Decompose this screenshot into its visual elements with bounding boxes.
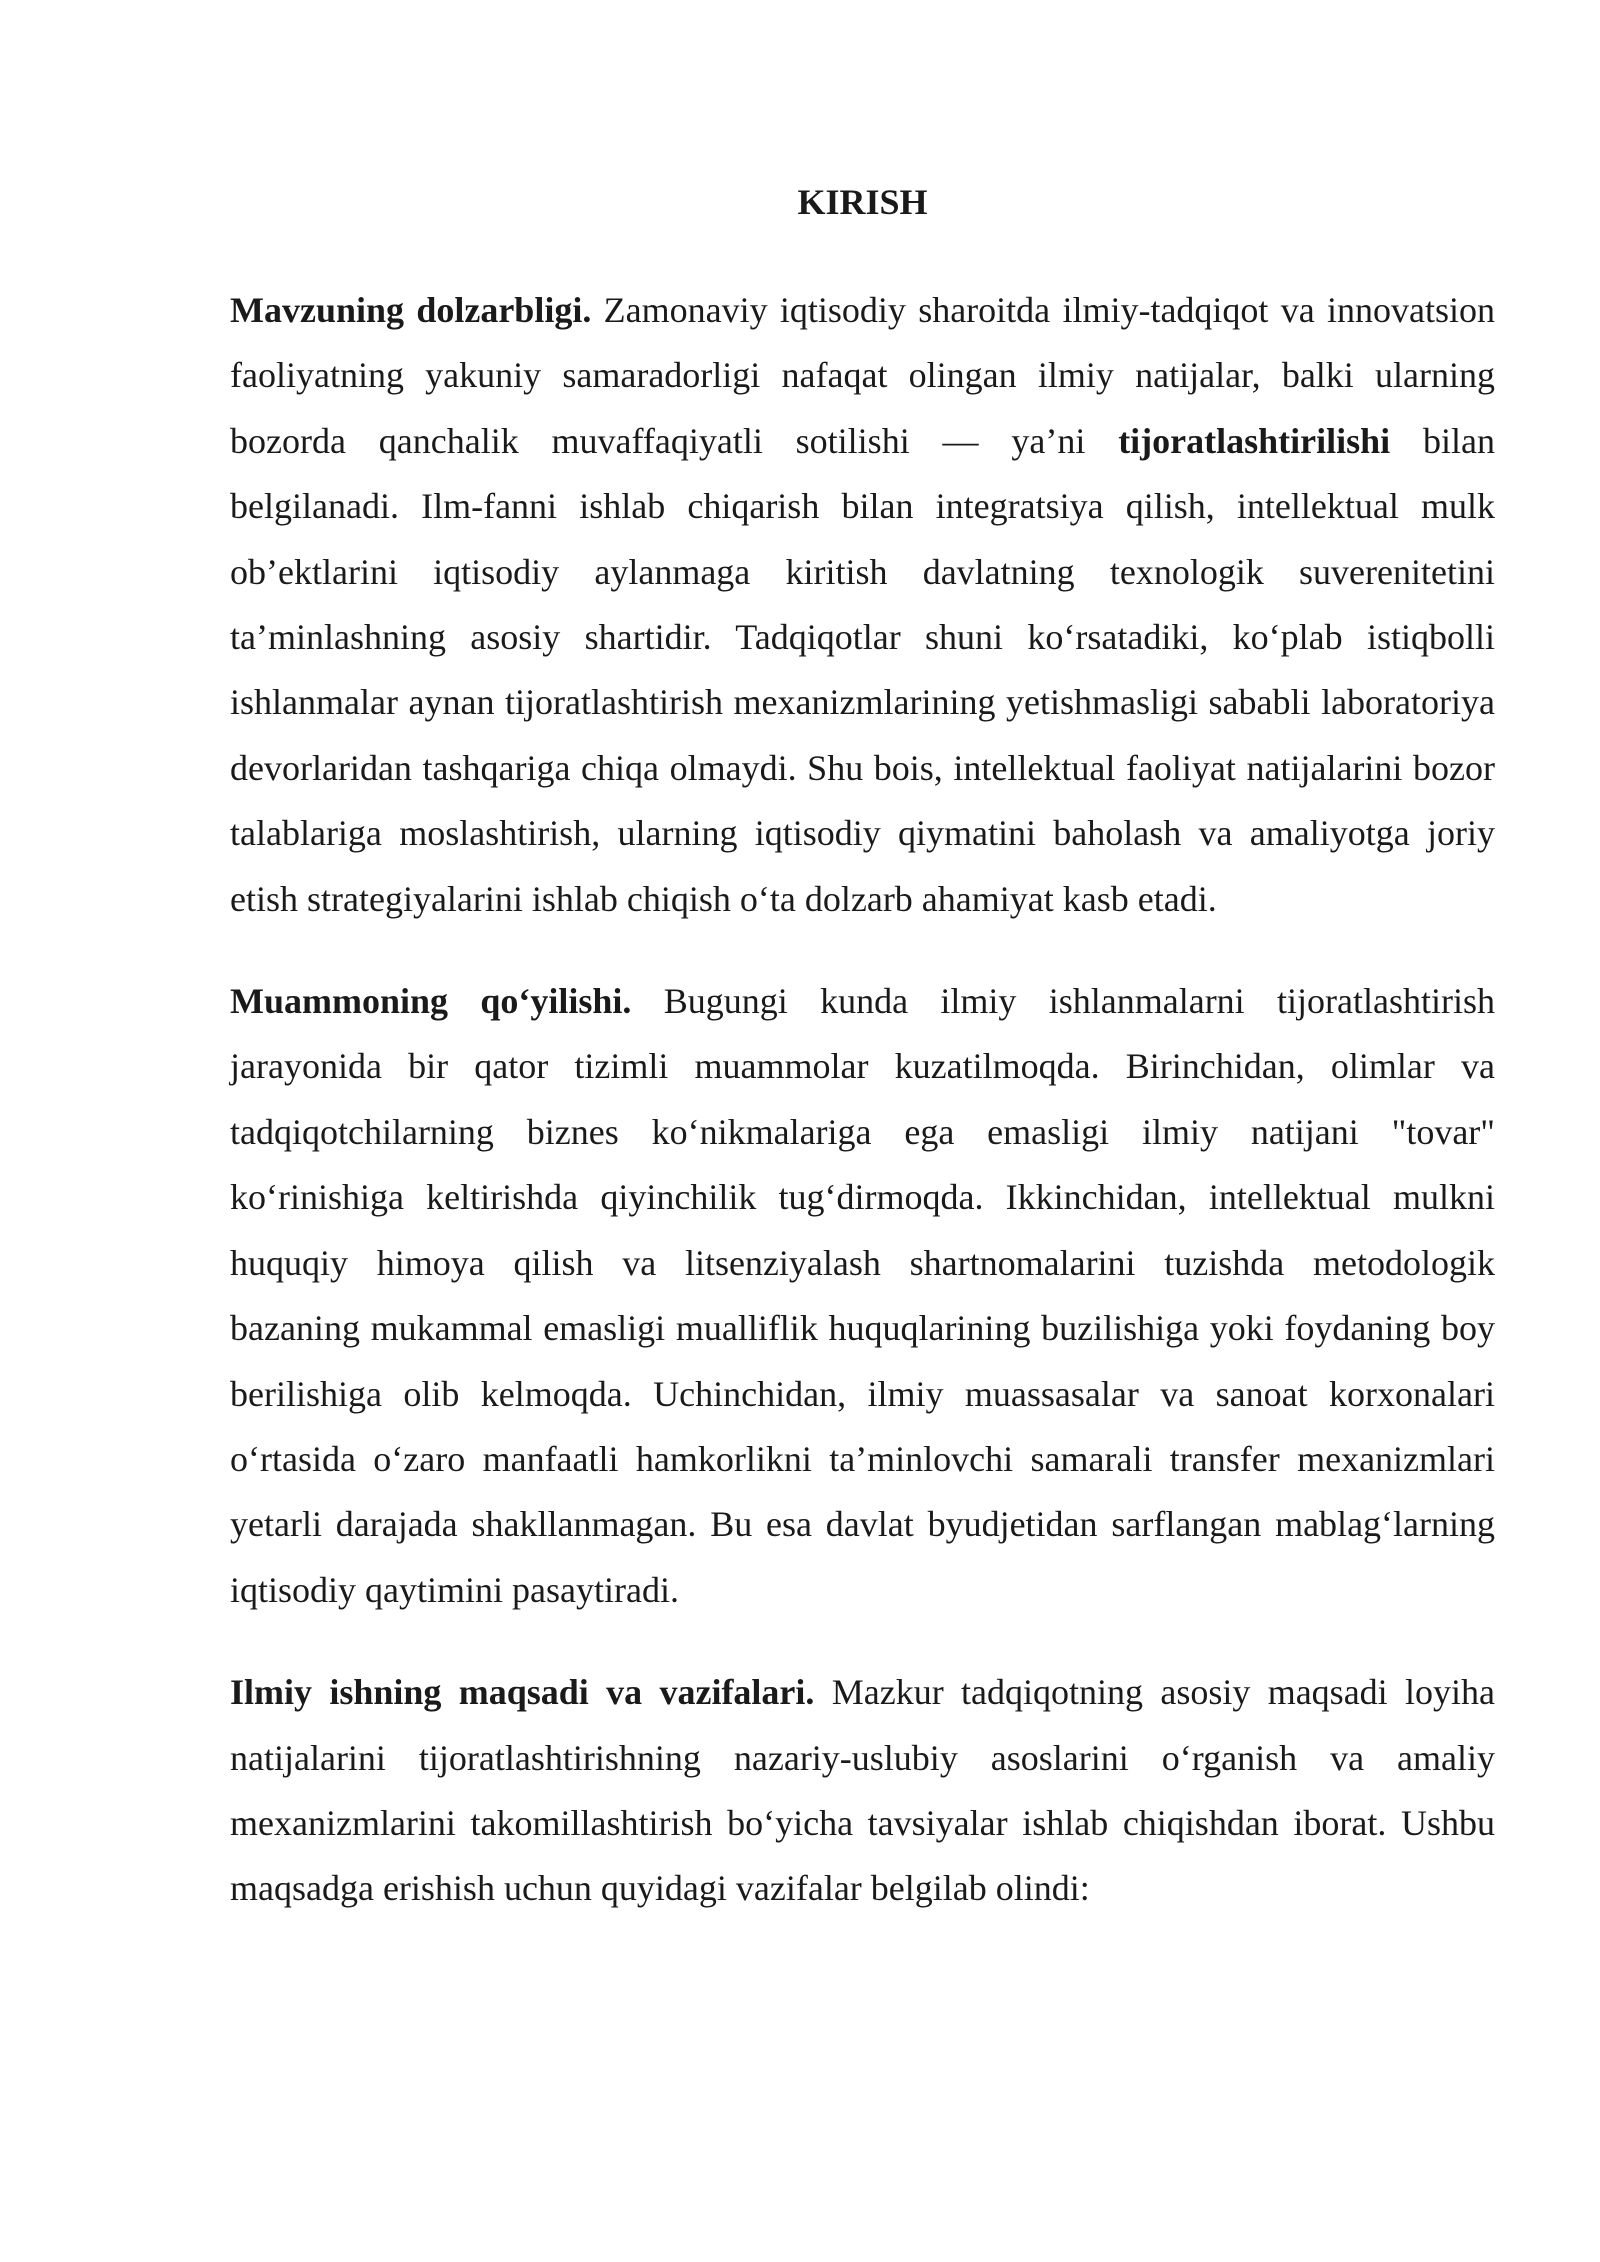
page-title: KIRISH <box>797 182 928 222</box>
paragraph-goals <box>230 1660 1495 1922</box>
emphasis-term: tijoratlashtirilishi <box>1118 420 1391 461</box>
paragraph-text: Mazkur tadqiqotning asosiy maqsadi loyiha natijalarini tijoratlashtirishning nazariy-uslubiy asoslarini o‘rganish va amaliy mexanizmlarini takomillashtirish bo‘yicha tavsiyalar ishlab chiqishdan iborat. Ushbu maqsadga erishish uchun quyidagi vazifalar belgilab olindi: <box>230 1672 1495 1909</box>
paragraph-relevance <box>230 278 1495 932</box>
paragraph-text: Zamonaviy iqtisodiy sharoitda ilmiy-tadqiqot va innovatsion faoliyatning yakuniy samaradorligi nafaqat olingan ilmiy natijalar, balki ularning bozorda qanchalik muvaffaqiyatli sotilishi — ya’ni <box>230 290 1495 461</box>
paragraph-problem <box>230 969 1495 1623</box>
paragraph-heading: Ilmiy ishning maqsadi va vazifalari. <box>230 1672 815 1713</box>
paragraph-text: bilan belgilanadi. Ilm-fanni ishlab chiqarish bilan integratsiya qilish, intellektual mulk ob’ektlarini iqtisodiy aylanmaga kiritish davlatning texnologik suverenitetini ta’minlashning asosiy shartidir. Tadqiqotlar shuni ko‘rsatadiki, ko‘plab istiqbolli ishlanmalar aynan tijoratlashtirish mexanizmlarining yetishmasligi sababli laboratoriya devorlaridan tashqariga chiqa olmaydi. Shu bois, intellektual faoliyat natijalarini bozor talablariga moslashtirish, ularning iqtisodiy qiymatini baholash va amaliyotga joriy etish strategiyalarini ishlab chiqish o‘ta dolzarb ahamiyat kasb etadi. <box>230 420 1496 919</box>
paragraph-text: Bugungi kunda ilmiy ishlanmalarni tijoratlashtirish jarayonida bir qator tizimli muammolar kuzatilmoqda. Birinchidan, olimlar va tadqiqotchilarning biznes ko‘nikmalariga ega emasligi ilmiy natijani "tovar" ko‘rinishiga keltirishda qiyinchilik tug‘dirmoqda. Ikkinchidan, intellektual mulkni huquqiy himoya qilish va litsenziyalash shartnomalarini tuzishda metodologik bazaning mukammal emasligi mualliflik huquqlarining buzilishiga yoki foydaning boy berilishiga olib kelmoqda. Uchinchidan, ilmiy muassasalar va sanoat korxonalari o‘rtasida o‘zaro manfaatli hamkorlikni ta’minlovchi samarali transfer mexanizmlari yetarli darajada shakllanmagan. Bu esa davlat byudjetidan sarflangan mablag‘larning iqtisodiy qaytimini pasaytiradi. <box>230 981 1495 1610</box>
document-body <box>230 178 1495 1922</box>
paragraph-heading: Muammoning qo‘yilishi. <box>230 981 632 1022</box>
paragraph-heading: Mavzuning dolzarbligi. <box>230 290 592 330</box>
